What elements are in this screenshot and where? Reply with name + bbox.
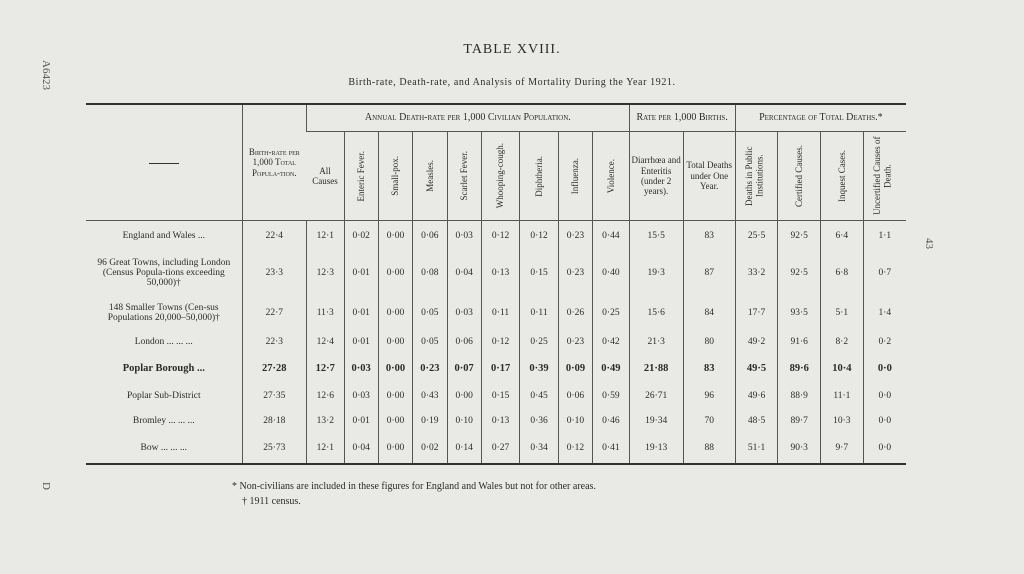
under-one-header [683,132,735,221]
table-cell: 0·06 [413,221,447,252]
page-number: 43 [923,238,935,249]
table-cell: 87 [683,251,735,295]
table-cell: 12·3 [307,251,344,295]
table-cell: 0·15 [520,251,558,295]
table-cell: 0·05 [413,295,447,331]
table-cell: 0·40 [593,251,629,295]
row-area-name: Bromley ... ... ... [132,416,195,426]
table-cell: 0·04 [344,433,378,464]
table-cell: 26·71 [629,383,683,409]
table-cell: 17·7 [735,295,778,331]
table-cell: 0·7 [863,251,906,295]
table-cell: 0·13 [481,409,519,433]
table-cell: 0·49 [593,353,629,383]
table-cell: 0·01 [344,251,378,295]
table-cell: 92·5 [778,221,821,252]
table-cell: 0·23 [558,221,592,252]
table-cell: 0·12 [558,433,592,464]
table-cell: 25·5 [735,221,778,252]
table-cell: 0·05 [413,331,447,353]
table-cell: 0·0 [863,383,906,409]
mortality-table [86,103,906,465]
dash-header [86,104,242,221]
table-cell: 91·6 [778,331,821,353]
violence-header [593,132,629,221]
table-cell: 0·06 [447,331,481,353]
table-cell: 48·5 [735,409,778,433]
under-one-label: Total Deaths under One Year. [686,160,733,192]
row-area-name: Bow ... ... ... [140,443,187,453]
table-cell: 83 [683,221,735,252]
table-cell: 89·7 [778,409,821,433]
table-cell: 11·1 [821,383,864,409]
uncertified-header [863,132,906,221]
table-cell: 0·10 [447,409,481,433]
table-cell: 49·2 [735,331,778,353]
footnote-civilians: * Non-civilians are included in these figures for England and Wales but not for other areas. [232,481,596,492]
table-cell: 0·17 [481,353,519,383]
table-cell: 21·88 [629,353,683,383]
table-cell: 0·00 [378,251,412,295]
enteric-header [344,132,378,221]
death-rate-group-header: Annual Death-rate per 1,000 Civilian Population. [307,104,630,132]
table-cell: 90·3 [778,433,821,464]
table-cell: 12·4 [307,331,344,353]
table-cell: 0·00 [378,331,412,353]
table-cell: 0·00 [378,383,412,409]
diarrhoea-header [629,132,683,221]
table-row [86,295,906,331]
table-row [86,353,906,383]
table-row [86,433,906,464]
row-area-name: England and Wales ... [122,231,205,241]
all-causes-label: All Causes [312,165,338,186]
table-cell: 0·09 [558,353,592,383]
table-cell: 0·2 [863,331,906,353]
table-cell: 84 [683,295,735,331]
table-row [86,251,906,295]
table-cell: 0·03 [344,383,378,409]
table-cell: 0·03 [447,221,481,252]
birth-rate-header: Birth-rate per 1,000 Total Popula-tion. [242,104,307,221]
table-cell: 22·4 [242,221,307,252]
inquest-label: Inquest Cases. [836,150,847,202]
table-cell: 0·04 [447,251,481,295]
table-cell: 0·07 [447,353,481,383]
table-row [86,331,906,353]
table-cell: 0·01 [344,295,378,331]
table-cell: 0·12 [481,331,519,353]
table-cell: 15·6 [629,295,683,331]
table-cell: 0·10 [558,409,592,433]
table-cell: 0·0 [863,433,906,464]
table-cell: 0·36 [520,409,558,433]
measles-header [413,132,447,221]
table-cell: 9·7 [821,433,864,464]
influenza-label: Influenza. [570,157,581,195]
table-cell: 19·13 [629,433,683,464]
table-row [86,409,906,433]
table-cell: 0·15 [481,383,519,409]
table-cell: 25·73 [242,433,307,464]
table-cell: 1·4 [863,295,906,331]
table-cell: 0·02 [413,433,447,464]
table-cell: 0·43 [413,383,447,409]
certified-header [778,132,821,221]
table-cell: 0·00 [378,221,412,252]
table-cell: 0·23 [558,331,592,353]
table-cell: 70 [683,409,735,433]
enteric-label: Enteric Fever. [356,150,366,202]
table-cell: 0·08 [413,251,447,295]
table-cell: 12·6 [307,383,344,409]
table-cell: 27·28 [242,353,307,383]
table-row [86,221,906,252]
table-cell: 0·11 [481,295,519,331]
table-cell: 0·34 [520,433,558,464]
table-cell: 0·45 [520,383,558,409]
footnote-census: † 1911 census. [242,496,301,507]
whooping-label: Whooping-cough. [495,143,506,209]
table-cell: 0·14 [447,433,481,464]
table-cell: 23·3 [242,251,307,295]
table-title: TABLE XVIII. [463,42,561,57]
table-cell: 21·3 [629,331,683,353]
table-subtitle: Birth-rate, Death-rate, and Analysis of Mortality During the Year 1921. [348,77,676,88]
table-cell: 0·03 [344,353,378,383]
institutions-header [735,132,778,221]
table-cell: 6·4 [821,221,864,252]
institutions-label: Deaths in Public Institutions. [743,146,764,206]
left-margin-letter: D [39,482,52,490]
table-cell: 88 [683,433,735,464]
table-cell: 88·9 [778,383,821,409]
table-cell: 0·25 [520,331,558,353]
table-cell: 19·34 [629,409,683,433]
table-cell: 22·7 [242,295,307,331]
violence-label: Violence. [605,158,616,194]
table-cell: 0·00 [378,409,412,433]
table-cell: 15·5 [629,221,683,252]
table-cell: 12·1 [307,221,344,252]
table-cell: 0·01 [344,409,378,433]
certified-label: Certified Causes. [794,145,805,207]
births-rate-group-header: Rate per 1,000 Births. [629,104,735,132]
table-cell: 96 [683,383,735,409]
inquest-header [821,132,864,221]
table-cell: 0·41 [593,433,629,464]
scarlet-header [447,132,481,221]
table-cell: 0·11 [520,295,558,331]
table-cell: 1·1 [863,221,906,252]
table-cell: 51·1 [735,433,778,464]
table-cell: 0·26 [558,295,592,331]
smallpox-label: Small-pox. [390,156,401,196]
influenza-header [558,132,592,221]
whooping-header [481,132,519,221]
row-area-name: Poplar Borough ... [122,362,205,374]
table-cell: 8·2 [821,331,864,353]
table-cell: 0·39 [520,353,558,383]
table-cell: 0·46 [593,409,629,433]
percentage-group-header: Percentage of Total Deaths.* [735,104,906,132]
diphtheria-label: Diphtheria. [533,155,544,197]
table-cell: 0·27 [481,433,519,464]
table-cell: 80 [683,331,735,353]
table-cell: 28·18 [242,409,307,433]
table-cell: 0·0 [863,409,906,433]
row-area-name: London ... ... ... [134,337,193,347]
table-cell: 49·6 [735,383,778,409]
table-cell: 6·8 [821,251,864,295]
diarrhoea-label: Diarrhœa and Enteritis (under 2 years). [631,155,681,197]
table-cell: 89·6 [778,353,821,383]
table-cell: 0·00 [378,295,412,331]
all-causes-header [307,132,344,221]
left-margin-reference: A6423 [40,60,52,90]
table-cell: 0·12 [481,221,519,252]
table-cell: 0·00 [378,433,412,464]
table-cell: 93·5 [778,295,821,331]
row-area-name: 96 Great Towns, including London (Census Popula-tions exceeding 50,000)† [97,258,231,288]
table-cell: 33·2 [735,251,778,295]
table-cell: 27·35 [242,383,307,409]
table-cell: 12·7 [307,353,344,383]
table-cell: 11·3 [307,295,344,331]
table-cell: 0·06 [558,383,592,409]
table-cell: 0·0 [863,353,906,383]
table-cell: 10·4 [821,353,864,383]
table-cell: 83 [683,353,735,383]
table-cell: 0·23 [413,353,447,383]
table-cell: 0·03 [447,295,481,331]
table-row [86,383,906,409]
smallpox-header [378,132,412,221]
scarlet-label: Scarlet Fever. [458,151,469,201]
table-cell: 12·1 [307,433,344,464]
table-cell: 0·13 [481,251,519,295]
table-cell: 0·23 [558,251,592,295]
measles-label: Measles. [424,160,435,192]
table-cell: 0·19 [413,409,447,433]
table-cell: 0·42 [593,331,629,353]
row-area-name: 148 Smaller Towns (Cen-sus Populations 20,000–50,000)† [107,303,220,323]
uncertified-label: Uncertified Causes of Death. [871,136,893,216]
dash-mark [149,163,179,164]
table-cell: 13·2 [307,409,344,433]
table-cell: 0·00 [378,353,412,383]
table-cell: 0·25 [593,295,629,331]
table-cell: 10·3 [821,409,864,433]
row-area-name: Poplar Sub-District [126,391,201,401]
table-cell: 0·12 [520,221,558,252]
table-cell: 0·59 [593,383,629,409]
table-cell: 5·1 [821,295,864,331]
table-cell: 0·00 [447,383,481,409]
table-cell: 49·5 [735,353,778,383]
table-cell: 92·5 [778,251,821,295]
diphtheria-header [520,132,558,221]
table-cell: 0·44 [593,221,629,252]
table-cell: 0·02 [344,221,378,252]
table-cell: 22·3 [242,331,307,353]
table-cell: 0·01 [344,331,378,353]
table-cell: 19·3 [629,251,683,295]
